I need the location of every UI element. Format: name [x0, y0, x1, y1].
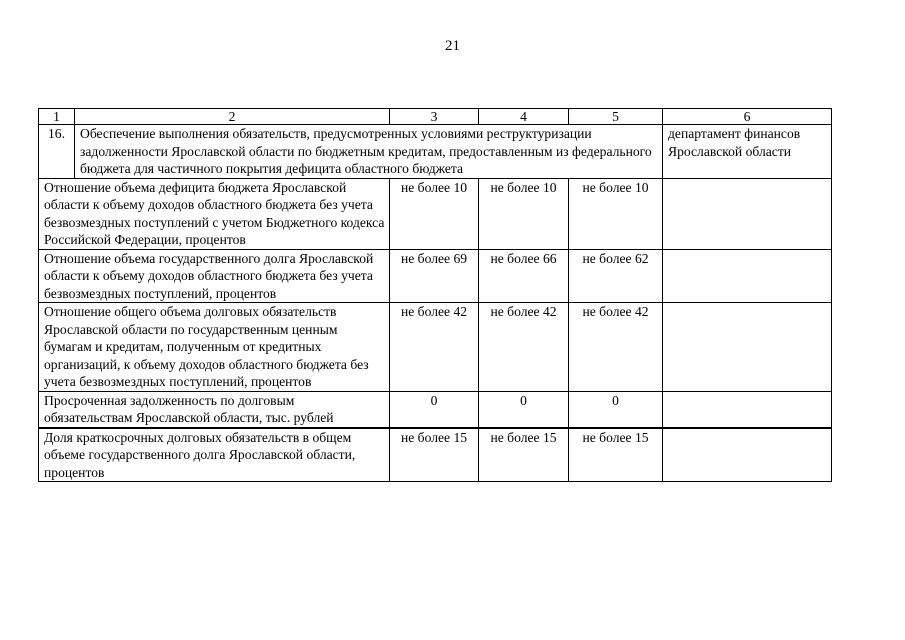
- task-index: 16.: [39, 125, 75, 179]
- indicator-value-4: не более 66: [479, 249, 569, 303]
- task-description: Обеспечение выполнения обязательств, предусмотренных условиями реструктуризации задолженности Ярославской области по бюджетным кредитам, предоставленным из федерального бюджета для частичного покрытия дефицита областного бюджета: [75, 125, 663, 179]
- column-header-2: 2: [75, 109, 390, 125]
- table-row: [39, 428, 832, 482]
- indicator-empty-cell: [663, 391, 832, 428]
- task-executor: департамент финансов Ярославской области: [663, 125, 832, 179]
- table-header-row: [39, 109, 832, 125]
- indicator-empty-cell: [663, 303, 832, 392]
- table-row: [39, 249, 832, 303]
- indicator-value-4: не более 42: [479, 303, 569, 392]
- indicator-value-5: не более 15: [569, 428, 663, 482]
- column-header-6: 6: [663, 109, 832, 125]
- indicator-empty-cell: [663, 428, 832, 482]
- indicator-label: Просроченная задолженность по долговым обязательствам Ярославской области, тыс. рублей: [39, 391, 390, 428]
- indicator-label: Отношение общего объема долговых обязательств Ярославской области по государственным ценным бумагам и кредитам, полученным от кредитных организаций, к объему доходов областного бюджета без учета безвозмездных поступлений, процентов: [39, 303, 390, 392]
- indicator-label: Отношение объема государственного долга Ярославской области к объему доходов областного бюджета без учета безвозмездных поступлений, процентов: [39, 249, 390, 303]
- indicator-value-4: 0: [479, 391, 569, 428]
- column-header-4: 4: [479, 109, 569, 125]
- indicator-value-3: не более 10: [390, 178, 479, 249]
- indicator-value-4: не более 15: [479, 428, 569, 482]
- column-header-5: 5: [569, 109, 663, 125]
- indicator-value-5: не более 62: [569, 249, 663, 303]
- indicator-empty-cell: [663, 178, 832, 249]
- column-header-3: 3: [390, 109, 479, 125]
- indicator-value-3: не более 69: [390, 249, 479, 303]
- indicators-table: [38, 108, 832, 482]
- indicator-value-5: 0: [569, 391, 663, 428]
- indicator-value-3: не более 15: [390, 428, 479, 482]
- indicator-value-3: не более 42: [390, 303, 479, 392]
- page-number: 21: [445, 38, 460, 54]
- column-header-1: 1: [39, 109, 75, 125]
- indicator-label: Отношение объема дефицита бюджета Ярославской области к объему доходов областного бюджета без учета безвозмездных поступлений с учетом Бюджетного кодекса Российской Федерации, процентов: [39, 178, 390, 249]
- indicator-value-4: не более 10: [479, 178, 569, 249]
- indicator-value-3: 0: [390, 391, 479, 428]
- table-row: [39, 391, 832, 428]
- table-row: [39, 178, 832, 249]
- indicator-value-5: не более 10: [569, 178, 663, 249]
- indicator-label: Доля краткосрочных долговых обязательств в общем объеме государственного долга Ярославской области, процентов: [39, 428, 390, 482]
- indicator-value-5: не более 42: [569, 303, 663, 392]
- table-row: [39, 303, 832, 392]
- indicator-empty-cell: [663, 249, 832, 303]
- task-row: [39, 125, 832, 179]
